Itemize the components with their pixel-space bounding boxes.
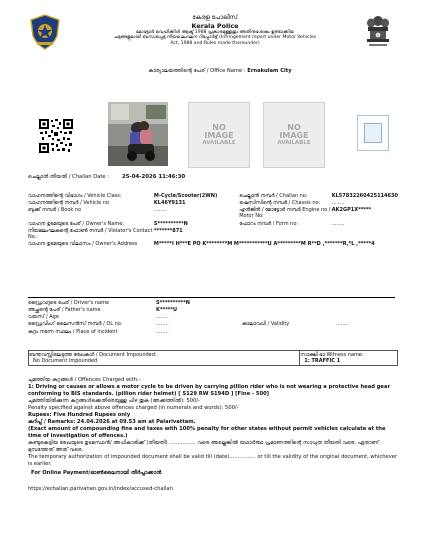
chassis-label: ഷെസിസിന്റെ നമ്പർ / Chassis no: <box>239 199 321 206</box>
place-label: കുറ്റം നടന്ന സ്ഥലം / Place of incident <box>28 328 118 335</box>
penalty-ml: ചുമത്തിയിരിക്കുന്ന കുറ്റങ്ങൾക്കെതിരെയുള്ള പിഴ തുക (അക്കത്തിൽ): 500/- <box>28 398 200 405</box>
note-ml: കണ്ടുകെട്ടിയ രേഖയുടെ ഉടമസ്ഥൻ/ അധികാരിക്ക് (തീയതി) ................ വരെ അല്ലെങ്കിൽ യഥാർത്ഥ പ്രമാണത്തിന്റെ സാധുത തീയതി വരെ, ഏതാണ് മുമ്പത്തേത് അത് വരെ. <box>28 440 379 454</box>
challan-date-value: 25-04-2026 11:46:30 <box>122 174 186 180</box>
validity-value: ........ <box>336 321 349 328</box>
challan-no-label: ചെല്ലാൻ നമ്പർ / Challan no: <box>239 192 308 199</box>
note-en: The temporary authorization of impounded document shall be valid till (date)................ or till the validity of the original document, whichever is earlier. <box>28 454 398 468</box>
penalty-rupees: Rupees: Five Hundred Rupees only <box>28 412 131 419</box>
header-title: Kerala Police <box>191 21 239 30</box>
book-label: ബുക്ക് നമ്പർ / Book no <box>28 207 82 213</box>
dl-value: ........ <box>156 321 169 328</box>
impound-doc-cell <box>29 351 300 366</box>
header-line-1: മോട്ടോർ വെഹിക്കിൾ ആക്ട് 1988 പ്രകാരമുള്ളതും അതിനുശേഷം ഉണ്ടാക്കിയ <box>135 29 295 35</box>
age-value: ........ <box>156 314 169 320</box>
impound-doc-value: No Document Impounded <box>33 357 98 364</box>
kerala-police-emblem <box>28 14 62 50</box>
divider <box>28 297 395 298</box>
offence-heading: ചുമത്തിയ കുറ്റങ്ങൾ / Offences Charged with:- <box>28 377 141 383</box>
address-value: M*****I H***E PO K********M M***********U A*********M R**D ,*******R,*L ,*****4 <box>153 241 375 248</box>
online-payment-heading: For Online Payment/ഓൺലൈനായി തീർപ്പാക്കാൻ <box>31 470 162 477</box>
report-header <box>70 14 360 47</box>
no-image-placeholder: NO IMAGE AVAILABLE <box>263 102 325 168</box>
vehicle-no-label: വാഹനത്തിന്റെ നമ്പർ / Vehicle no <box>28 199 110 206</box>
father-value: K*****U <box>156 306 178 313</box>
office-value: Ernakulam City <box>247 68 292 74</box>
witness-label: സാക്ഷി ഭാ Witness name: <box>300 351 364 358</box>
violator-label: നിയമലംഘകന്റെ ഫോൺ നമ്പർ / Violator's Contact No.: <box>28 227 153 240</box>
form-label: ഫോറം നമ്പർ / Form no: <box>239 220 299 227</box>
engine-value: AK2GP1X***** <box>331 207 372 213</box>
father-label: അച്ഛന്റെ പേര് / Father's name <box>28 306 101 313</box>
violator-value: *******871 <box>153 227 183 234</box>
address-label: വാഹന ഉടമയുടെ വിലാസം / Owner's Address <box>28 241 138 248</box>
validity-label: കാലാവധി / Validity <box>242 321 290 328</box>
offence-item: 1: Driving or causes or allows a motor cycle to be driven by carrying pillion rider who is not wearing a protective head gear conforming to BIS standards. (pillion rider helmet) [ S129 RW S194D ] [Fine - 500] <box>28 384 391 398</box>
payment-link[interactable]: https://echallan.parivahan.gov.in/index/accused-challan <box>28 486 173 493</box>
penalty-en: Penalty specified against above offences charged (in numerals and words): 500/- <box>28 405 239 412</box>
header-line-2: ചട്ടങ്ങളുമായി ബന്ധപ്പെട്ട നിയമ ലംഘന റിപ്പോർട്ട് (Infringement report under Motor Vehicles <box>113 35 317 41</box>
qr-code <box>38 118 74 154</box>
remarks-detail: (Exact amount of compounding fine and taxes with 100% penalty for other states without permit vehicles calculate at the time of investigation of offences.) <box>28 426 386 440</box>
vehicle-details-table <box>28 192 398 248</box>
owner-label: വാഹന ഉടമയുടെ പേര് / Owner's Name: <box>28 220 124 227</box>
office-label: കാര്യാലയത്തിന്റെ പേര് / Office Name : <box>148 68 246 74</box>
driver-value: S**********N <box>156 299 190 306</box>
vehicle-class-label: വാഹനത്തിന്റെ വിഭാഗം / Vehicle Class: <box>28 192 122 199</box>
witness-value: 1: TRAFFIC 1 <box>304 357 341 364</box>
national-emblem <box>361 14 395 50</box>
vehicle-class-value: M-Cycle/Scooter(2WN) <box>153 192 218 199</box>
document-thumbnail <box>357 115 389 151</box>
remarks: കുറിപ്പ് / Remarks: 24.04.2026 at 09.53 am at Palarivattam. <box>28 419 196 426</box>
vehicle-no-value: KL46Y9131 <box>153 199 186 206</box>
driver-label: ഡ്രൈവറുടെ പേര് / Driver's name <box>28 299 110 306</box>
offence-photo <box>108 102 168 166</box>
book-value: ........ <box>153 207 167 213</box>
offence-section <box>28 377 398 493</box>
challan-date-label: ചെല്ലാൻ തീയതി / Challan Date : <box>28 174 110 180</box>
age-label: വയസ് / Age <box>28 314 59 320</box>
place-value: ........ <box>156 328 169 335</box>
impound-table <box>28 350 398 366</box>
dl-label: ഡ്രൈവിംഗ് ലൈസൻസ് നമ്പർ / DL no. <box>28 321 123 328</box>
witness-cell <box>300 351 398 366</box>
form-value: ........ <box>331 220 345 227</box>
challan-no-value: KL57832260425114630 <box>331 192 398 199</box>
driver-details-table <box>28 299 398 335</box>
impound-doc-label: ബന്തവസ്സിലെടുത്ത രേഖകൾ / Document Impounded: <box>29 351 157 358</box>
no-image-placeholder: NO IMAGE AVAILABLE <box>188 102 250 168</box>
header-line-3: Act, 1988 and Rules made thereunder) <box>170 40 260 46</box>
engine-label: എൻജിൻ / മോട്ടോർ നമ്പർ Engine no / Motor No: <box>239 207 331 220</box>
office-line <box>120 68 320 75</box>
owner-value: S**********N <box>153 220 188 227</box>
malayalam-title: കേരള പോലീസ് <box>192 14 238 21</box>
chassis-value: ........ <box>331 199 345 206</box>
